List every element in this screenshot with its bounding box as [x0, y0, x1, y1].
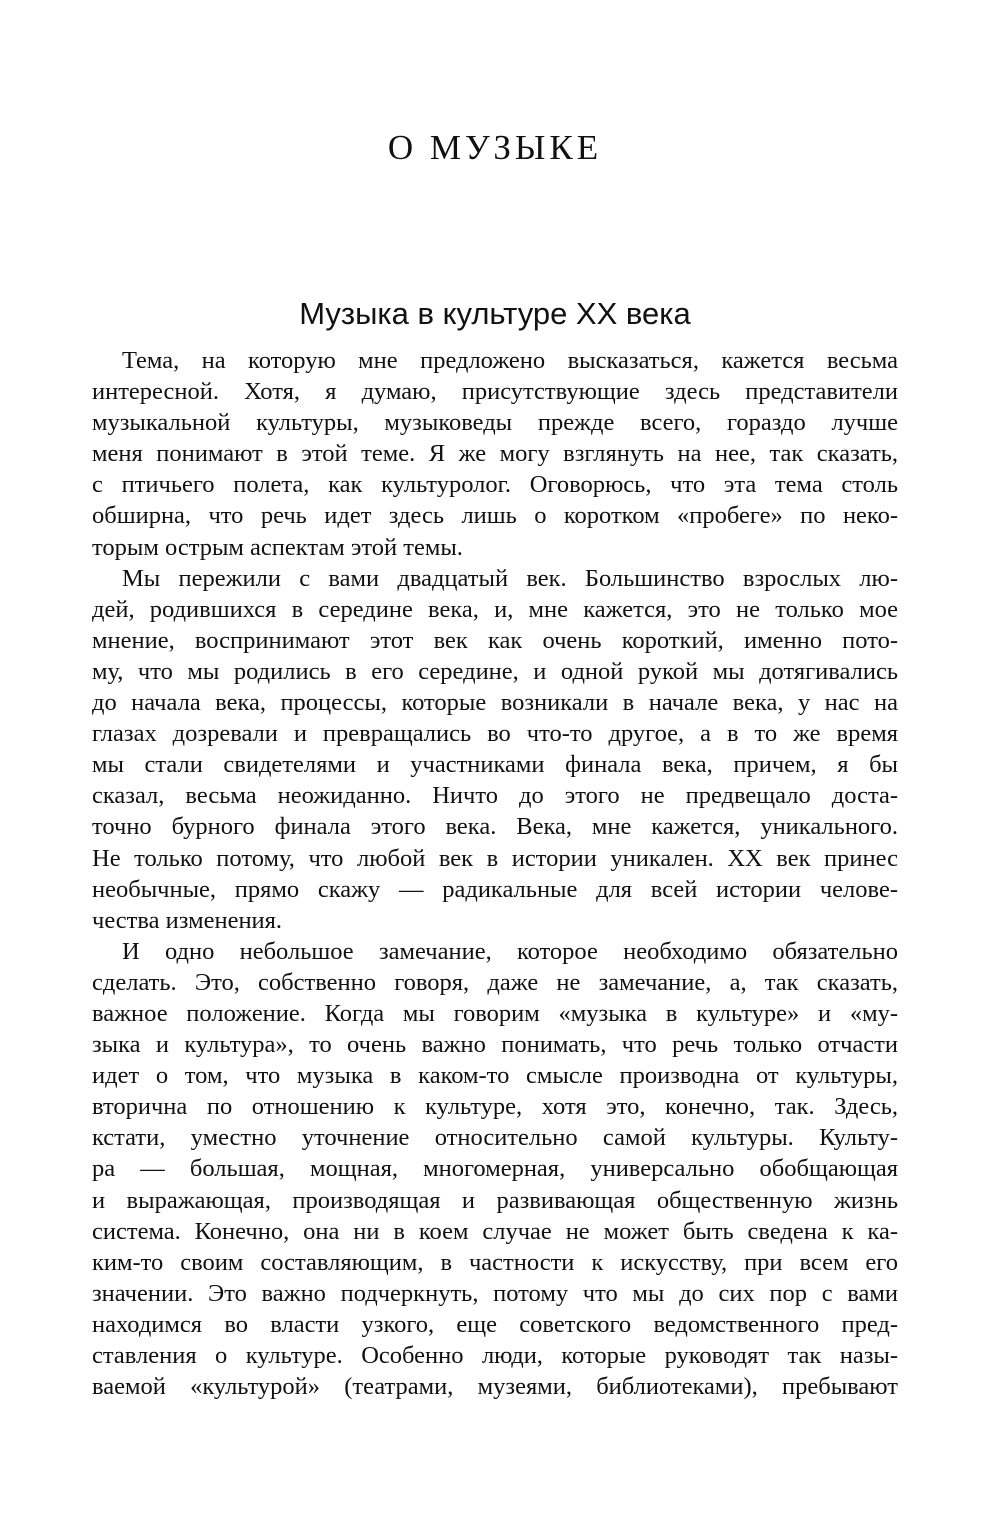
- text-line: Не только потому, что любой век в истории уникален. XX век принес: [92, 844, 898, 872]
- text-line: система. Конечно, она ни в коем случае не может быть сведена к ка-: [92, 1217, 898, 1245]
- text-line: ваемой «культурой» (театрами, музеями, библиотеками), пребывают: [92, 1373, 898, 1401]
- text-line: важное положение. Когда мы говорим «музыка в культуре» и «му-: [92, 999, 898, 1027]
- body-text: [92, 345, 898, 1402]
- text-line: глазах дозревали и превращались во что-то другое, а в то же время: [92, 720, 898, 748]
- text-line: мнение, воспринимают этот век как очень короткий, именно пото-: [92, 626, 898, 654]
- chapter-title: О МУЗЫКЕ: [387, 128, 603, 167]
- text-line: точно бурного финала этого века. Века, мне кажется, уникального.: [92, 813, 898, 841]
- paragraph: [92, 345, 898, 563]
- text-line: идет о том, что музыка в каком-то смысле производна от культуры,: [92, 1062, 898, 1090]
- text-line: сделать. Это, собственно говоря, даже не замечание, а, так сказать,: [92, 968, 898, 996]
- text-line: с птичьего полета, как культуролог. Оговорюсь, что эта тема столь: [92, 471, 898, 499]
- text-line: кстати, уместно уточнение относительно самой культуры. Культу-: [92, 1124, 898, 1152]
- text-line: дей, родившихся в середине века, и, мне кажется, это не только мое: [92, 595, 898, 623]
- section-title: Музыка в культуре XX века: [299, 296, 691, 331]
- text-line: и выражающая, производящая и развивающая общественную жизнь: [92, 1186, 898, 1214]
- text-line: обширна, что речь идет здесь лишь о коротком «пробеге» по неко-: [92, 502, 898, 530]
- text-line: музыкальной культуры, музыковеды прежде всего, гораздо лучше: [92, 409, 898, 437]
- text-line: ставления о культуре. Особенно люди, которые руководят так назы-: [92, 1342, 898, 1369]
- text-line: Тема, на которую мне предложено высказаться, кажется весьма: [122, 347, 898, 374]
- paragraph: [92, 936, 898, 1402]
- text-line: торым острым аспектам этой темы.: [92, 533, 463, 561]
- text-line: до начала века, процессы, которые возникали в начале века, у нас на: [92, 689, 898, 717]
- text-line: Мы пережили с вами двадцатый век. Большинство взрослых лю-: [122, 564, 898, 592]
- text-line: находимся во власти узкого, еще советского ведомственного пред-: [92, 1310, 898, 1338]
- text-line: мы стали свидетелями и участниками финала века, причем, я бы: [92, 751, 898, 779]
- text-line: интересной. Хотя, я думаю, присутствующие здесь представители: [92, 378, 898, 406]
- text-line: му, что мы родились в его середине, и одной рукой мы дотягивались: [92, 657, 898, 685]
- text-line: меня понимают в этой теме. Я же могу взглянуть на нее, так сказать,: [92, 440, 898, 468]
- text-line: зыка и культура», то очень важно понимать, что речь только отчасти: [92, 1031, 898, 1059]
- text-line: сказал, весьма неожиданно. Ничто до этого не предвещало доста-: [92, 782, 898, 810]
- text-line: ким-то своим составляющим, в частности к искусству, при всем его: [92, 1248, 898, 1276]
- text-line: необычные, прямо скажу — радикальные для всей истории челове-: [92, 875, 898, 903]
- text-line: вторична по отношению к культуре, хотя это, конечно, так. Здесь,: [92, 1093, 898, 1121]
- book-page: [92, 0, 898, 1527]
- paragraph: [92, 563, 898, 936]
- text-line: значении. Это важно подчеркнуть, потому что мы до сих пор с вами: [92, 1279, 898, 1307]
- text-line: ра — большая, мощная, многомерная, универсально обобщающая: [92, 1155, 898, 1183]
- text-line: чества изменения.: [92, 906, 283, 934]
- text-line: И одно небольшое замечание, которое необходимо обязательно: [122, 937, 898, 965]
